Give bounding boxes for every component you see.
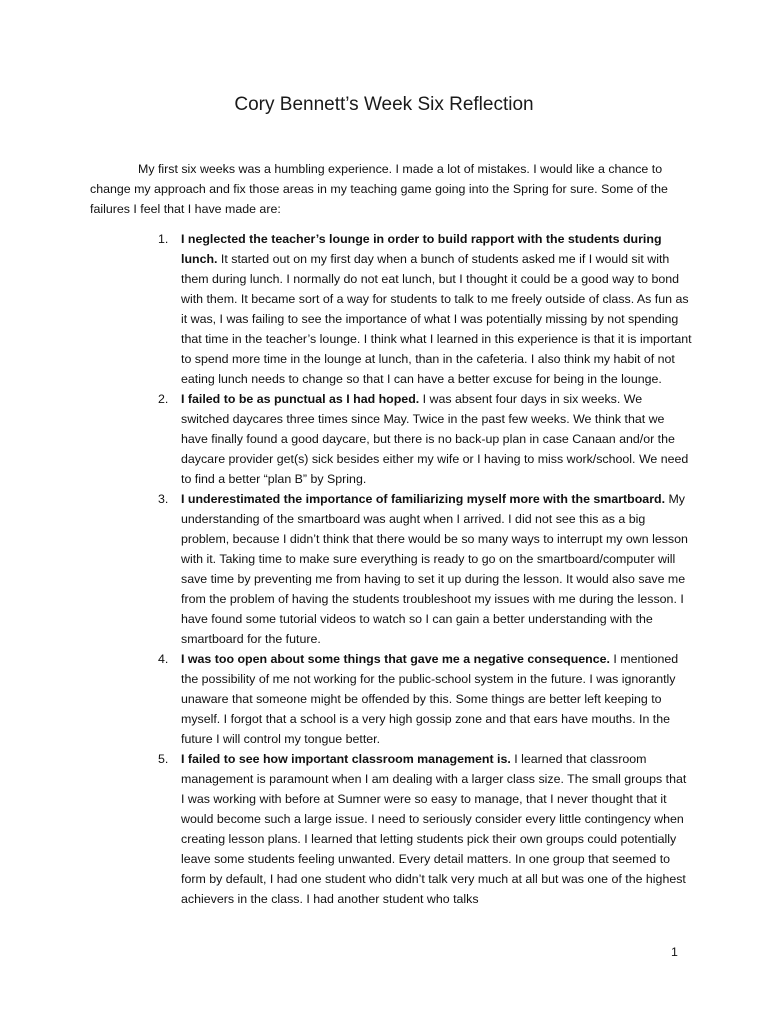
- list-item-body: I learned that classroom management is paramount when I am dealing with a larger class size. The small groups that I was working with before at Sumner were so easy to manage, that I never thought that it would become such a large issue. I need to seriously consider every little contingency when creating lesson plans. I learned that letting students pick their own groups could potentially leave some students feeling unwanted. Every detail matters. In one group that seemed to form by default, I had one student who didn’t talk very much at all but was one of the highest achievers in the class. I had another student who talks: [181, 752, 687, 906]
- list-item-number: 3.: [158, 492, 169, 506]
- list-item-number: 4.: [158, 652, 169, 666]
- list-item: [90, 389, 692, 489]
- list-item-lead: I failed to be as punctual as I had hoped.: [181, 392, 420, 406]
- list-item: [90, 649, 692, 749]
- list-item-body: It started out on my first day when a bunch of students asked me if I would sit with them during lunch. I normally do not eat lunch, but I thought it could be a good way to bond with them. It became sort of a way for students to talk to me freely outside of class. As fun as it was, I was failing to see the importance of what I was potentially missing by not spending that time in the teacher’s lounge. I think what I learned in this experience is that it is important to spend more time in the lounge at lunch, than in the cafeteria. I also think my habit of not eating lunch needs to change so that I can have a better excuse for being in the lounge.: [181, 252, 692, 386]
- list-item-lead: I underestimated the importance of familiarizing myself more with the smartboard.: [181, 492, 666, 506]
- list-item-body: I was absent four days in six weeks. We switched daycares three times since May. Twice in the past few weeks. We think that we have finally found a good daycare, but there is no back-up plan in case Canaan and/or the daycare provider get(s) sick besides either my wife or I having to miss work/school. We need to find a better “plan B” by Spring.: [181, 392, 689, 486]
- list-item: [90, 489, 692, 649]
- list-item: [90, 229, 692, 389]
- list-item-body: My understanding of the smartboard was aught when I arrived. I did not see this as a big problem, because I didn’t think that there would be so many ways to interrupt my own lesson with it. Taking time to make sure everything is ready to go on the smartboard/computer will save time by preventing me from having to set it up during the lesson. It would also save me from the problem of having the students troubleshoot my issues with me during the lesson. I have found some tutorial videos to watch so I can gain a better understanding with the smartboard for the future.: [181, 492, 688, 646]
- intro-paragraph: My first six weeks was a humbling experience. I made a lot of mistakes. I would like a chance to change my approach and fix those areas in my teaching game going into the Spring for sure. Some of the failures I feel that I have made are:: [90, 162, 668, 216]
- list-item-number: 2.: [158, 392, 169, 406]
- failures-list: [90, 229, 692, 909]
- page-number: 1: [671, 945, 678, 959]
- page-title: Cory Bennett’s Week Six Reflection: [234, 94, 534, 115]
- list-item-lead: I failed to see how important classroom management is.: [181, 752, 511, 766]
- list-item: [90, 749, 692, 909]
- list-item-number: 5.: [158, 752, 169, 766]
- list-item-lead: I neglected the teacher’s lounge in order to build rapport with the students during lunch.: [181, 232, 662, 266]
- list-item-number: 1.: [158, 232, 169, 246]
- list-item-body: I mentioned the possibility of me not working for the public-school system in the future. I was ignorantly unaware that someone might be offended by this. Some things are better left keeping to myself. I forgot that a school is a very high gossip zone and that ears have mouths. In the future I will control my tongue better.: [181, 652, 679, 746]
- list-item-lead: I was too open about some things that gave me a negative consequence.: [181, 652, 610, 666]
